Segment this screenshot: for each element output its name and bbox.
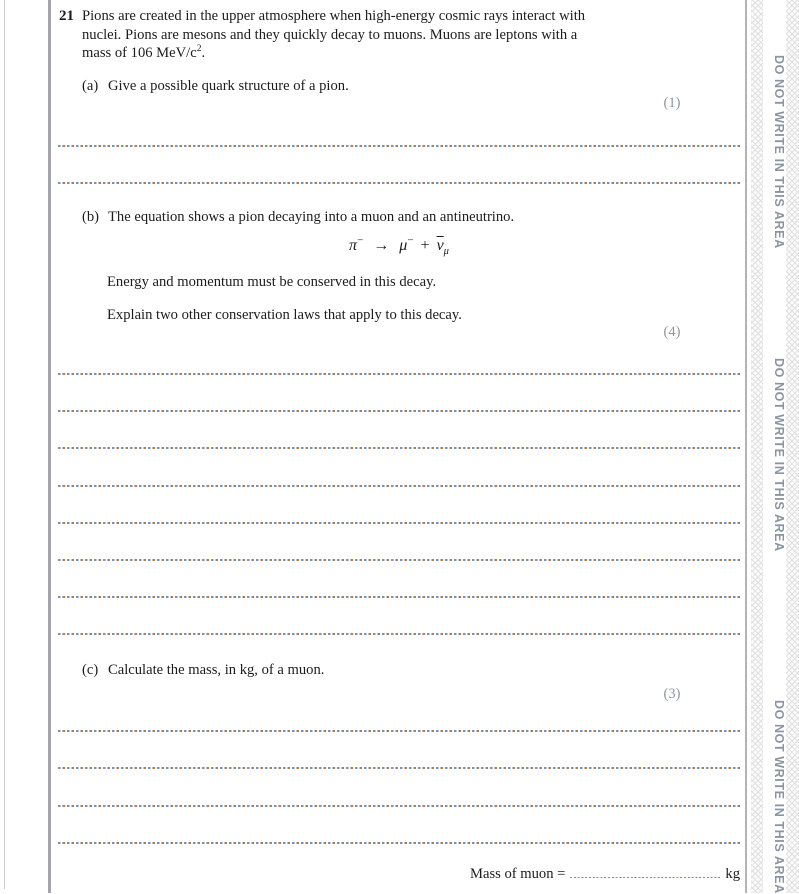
pion-charge: − (357, 234, 364, 247)
answer-dotted-field (570, 866, 720, 878)
do-not-write-text: DO NOT WRITE IN THIS AREA (772, 55, 786, 249)
intro-line3 (82, 45, 205, 61)
part-a-marks: (1) (663, 95, 681, 111)
answer-line (58, 410, 740, 412)
mass-answer-row (58, 866, 740, 883)
part-b-label: (b) (82, 209, 100, 225)
answer-line (58, 373, 740, 375)
intro-lines: Pions are created in the upper atmosphere when high-energy cosmic rays interact with nuclei. Pions are mesons and they quickly decay to muons. Muons are leptons with a (82, 8, 586, 43)
answer-line (58, 842, 740, 844)
mass-answer-unit: kg (725, 866, 740, 882)
answer-line (58, 633, 740, 635)
part-c-question (82, 662, 324, 679)
answer-line (58, 730, 740, 732)
part-c-text: Calculate the mass, in kg, of a muon. (108, 662, 325, 678)
arrow-right-icon: → (373, 237, 390, 254)
answer-line (58, 182, 740, 184)
intro-line3-text: mass of 106 MeV/c (82, 45, 197, 61)
muon-charge: − (407, 234, 414, 247)
part-a-question (82, 78, 349, 95)
pion-symbol: π (349, 237, 358, 254)
do-not-write-text: DO NOT WRITE IN THIS AREA (772, 700, 786, 894)
antineutrino-subscript: μ (443, 246, 449, 258)
part-c-label: (c) (82, 662, 99, 678)
do-not-write-band (751, 0, 799, 893)
part-c-marks: (3) (663, 686, 681, 702)
answer-line (58, 767, 740, 769)
part-b-text: The equation shows a pion decaying into a muon and an antineutrino. (108, 209, 515, 225)
sidebar-rule (745, 0, 747, 893)
c-squared-exponent: 2 (196, 44, 202, 55)
decay-equation (58, 234, 740, 258)
part-b-marks: (4) (663, 324, 681, 340)
part-b-conservation-note: Energy and momentum must be conserved in this decay. (107, 274, 437, 290)
answer-line (58, 145, 740, 147)
antineutrino-symbol: $\overline{\nu}$ (436, 237, 444, 254)
question-number: 21 (59, 8, 74, 24)
part-a-text: Give a possible quark structure of a pion. (108, 78, 349, 94)
question-intro (82, 7, 662, 63)
plus-sign: + (420, 237, 430, 254)
answer-line (58, 559, 740, 561)
part-b-instruction: Explain two other conservation laws that apply to this decay. (107, 307, 462, 323)
answer-line (58, 485, 740, 487)
answer-line (58, 522, 740, 524)
part-b-question (82, 209, 514, 226)
page-left-edge (4, 0, 5, 889)
mass-answer-label: Mass of muon = (470, 866, 566, 882)
page-spine-rule (48, 0, 51, 893)
intro-line3-period: . (201, 45, 206, 61)
muon-symbol: μ (399, 237, 408, 254)
do-not-write-text: DO NOT WRITE IN THIS AREA (772, 358, 786, 552)
answer-line (58, 447, 740, 449)
answer-line (58, 596, 740, 598)
answer-line (58, 805, 740, 807)
part-a-label: (a) (82, 78, 99, 94)
